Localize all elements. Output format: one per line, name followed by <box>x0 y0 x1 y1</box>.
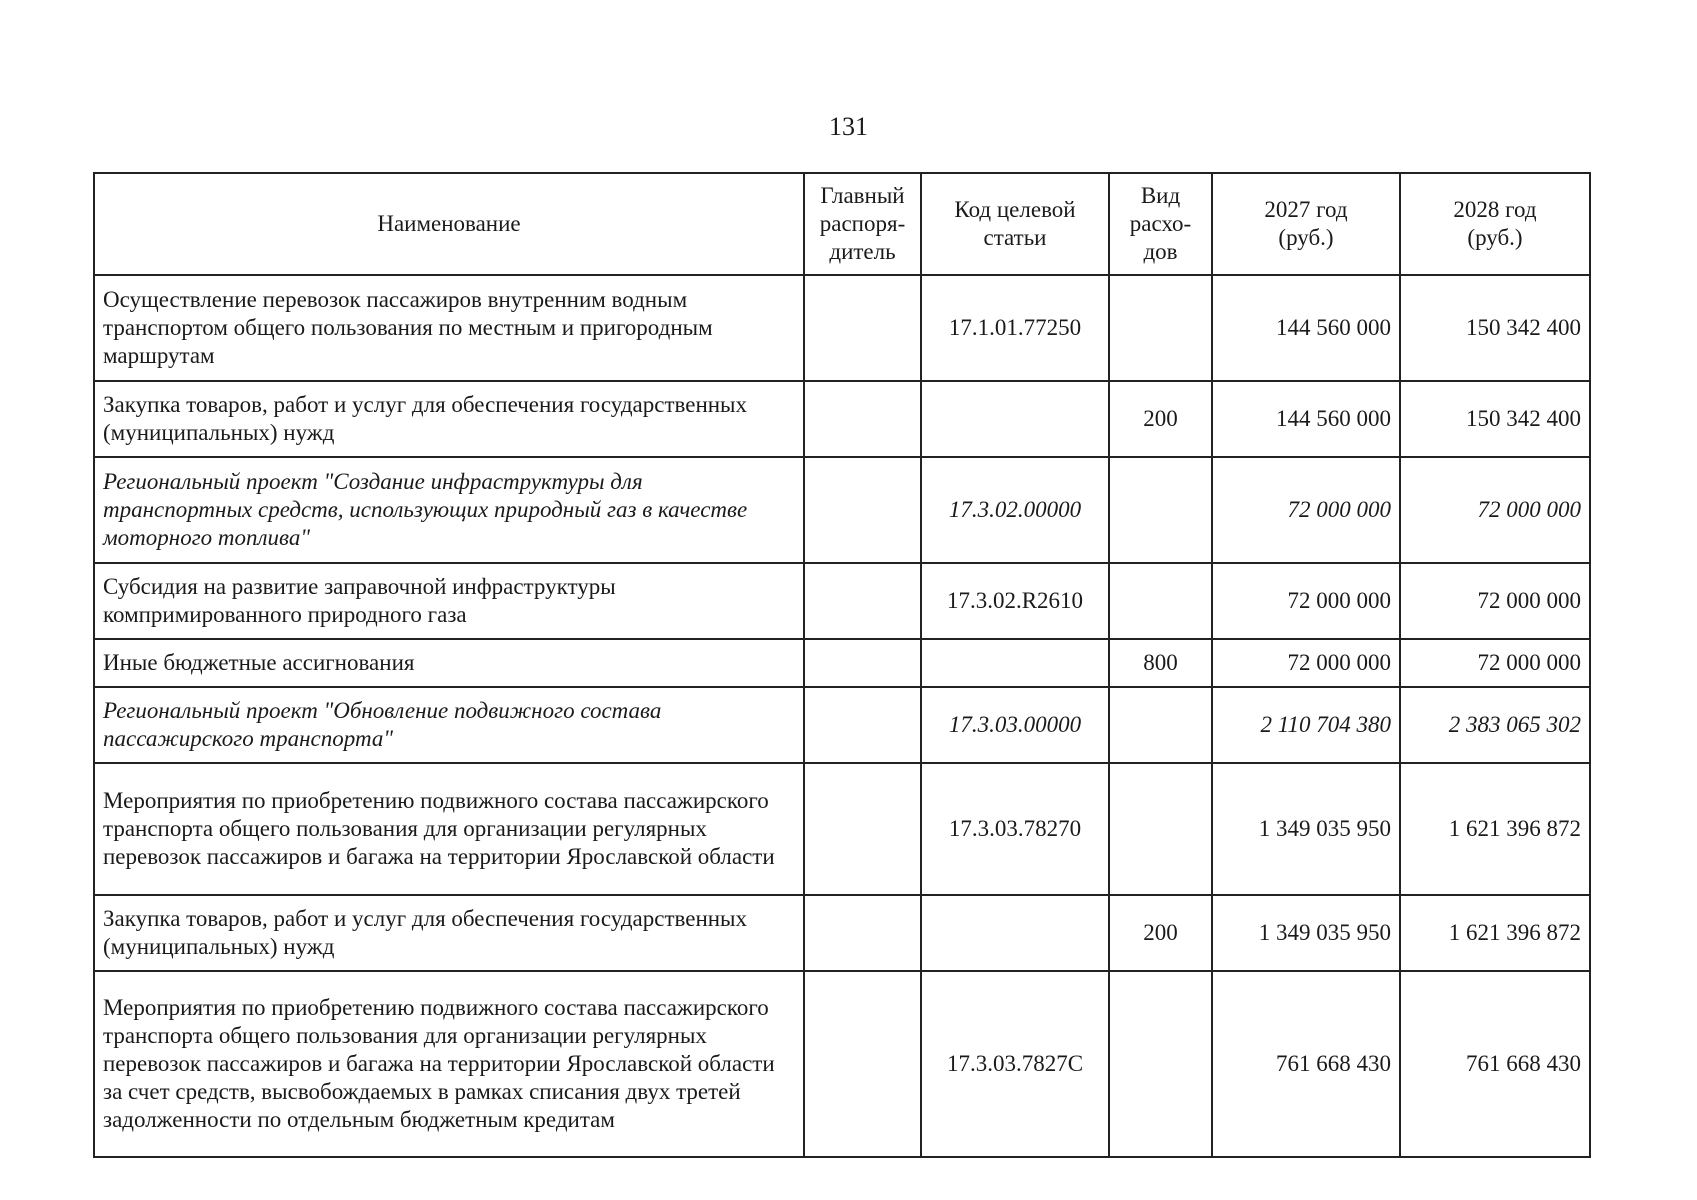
cell-glav <box>804 381 921 457</box>
cell-2027: 144 560 000 <box>1212 275 1400 381</box>
cell-code <box>921 639 1109 687</box>
cell-2028: 1 621 396 872 <box>1400 763 1590 895</box>
cell-vid <box>1109 275 1212 381</box>
table-row <box>94 971 1590 1157</box>
table-row <box>94 687 1590 763</box>
cell-vid <box>1109 563 1212 639</box>
cell-name: Закупка товаров, работ и услуг для обеспечения государственных (муниципальных) нужд <box>94 381 804 457</box>
table-row <box>94 457 1590 563</box>
cell-code: 17.3.03.00000 <box>921 687 1109 763</box>
table-row <box>94 381 1590 457</box>
page-number-text: 131 <box>829 112 868 141</box>
cell-2028: 2 383 065 302 <box>1400 687 1590 763</box>
cell-vid <box>1109 687 1212 763</box>
cell-2028: 72 000 000 <box>1400 563 1590 639</box>
cell-glav <box>804 563 921 639</box>
cell-2028: 761 668 430 <box>1400 971 1590 1157</box>
table-row <box>94 563 1590 639</box>
cell-vid: 200 <box>1109 381 1212 457</box>
header-row <box>94 173 1590 275</box>
cell-vid <box>1109 763 1212 895</box>
cell-code: 17.3.03.78270 <box>921 763 1109 895</box>
cell-glav <box>804 895 921 971</box>
table-row <box>94 639 1590 687</box>
cell-name: Региональный проект "Создание инфраструктуры для транспортных средств, использующих природный газ в качестве моторного топлива" <box>94 457 804 563</box>
cell-name: Закупка товаров, работ и услуг для обеспечения государственных (муниципальных) нужд <box>94 895 804 971</box>
table-row <box>94 895 1590 971</box>
cell-2028: 150 342 400 <box>1400 275 1590 381</box>
cell-glav <box>804 971 921 1157</box>
header-name: Наименование <box>94 173 804 275</box>
cell-name: Региональный проект "Обновление подвижного состава пассажирского транспорта" <box>94 687 804 763</box>
cell-vid <box>1109 457 1212 563</box>
budget-table <box>93 172 1591 1158</box>
cell-2027: 72 000 000 <box>1212 639 1400 687</box>
cell-vid: 200 <box>1109 895 1212 971</box>
cell-vid: 800 <box>1109 639 1212 687</box>
cell-2027: 761 668 430 <box>1212 971 1400 1157</box>
cell-glav <box>804 457 921 563</box>
header-2027: 2027 год (руб.) <box>1212 173 1400 275</box>
cell-code: 17.3.03.7827С <box>921 971 1109 1157</box>
header-code: Код целевой статьи <box>921 173 1109 275</box>
cell-code: 17.1.01.77250 <box>921 275 1109 381</box>
cell-glav <box>804 275 921 381</box>
cell-2027: 2 110 704 380 <box>1212 687 1400 763</box>
cell-name: Субсидия на развитие заправочной инфраструктуры компримированного природного газа <box>94 563 804 639</box>
cell-2027: 1 349 035 950 <box>1212 895 1400 971</box>
cell-glav <box>804 639 921 687</box>
cell-2027: 144 560 000 <box>1212 381 1400 457</box>
cell-code <box>921 381 1109 457</box>
cell-code: 17.3.02.00000 <box>921 457 1109 563</box>
header-glav: Главный распоря- дитель <box>804 173 921 275</box>
cell-vid <box>1109 971 1212 1157</box>
cell-2028: 72 000 000 <box>1400 639 1590 687</box>
cell-2028: 150 342 400 <box>1400 381 1590 457</box>
cell-name: Осуществление перевозок пассажиров внутренним водным транспортом общего пользования по местным и пригородным маршрутам <box>94 275 804 381</box>
cell-2027: 1 349 035 950 <box>1212 763 1400 895</box>
header-2028: 2028 год (руб.) <box>1400 173 1590 275</box>
table-row <box>94 763 1590 895</box>
cell-name: Иные бюджетные ассигнования <box>94 639 804 687</box>
cell-glav <box>804 763 921 895</box>
header-vid: Вид расхо- дов <box>1109 173 1212 275</box>
table-header <box>94 173 1590 275</box>
cell-code: 17.3.02.R2610 <box>921 563 1109 639</box>
cell-2028: 72 000 000 <box>1400 457 1590 563</box>
cell-2027: 72 000 000 <box>1212 457 1400 563</box>
page-number <box>0 112 1697 142</box>
table-row <box>94 275 1590 381</box>
cell-2028: 1 621 396 872 <box>1400 895 1590 971</box>
cell-name: Мероприятия по приобретению подвижного состава пассажирского транспорта общего пользования для организации регулярных перевозок пассажиров и багажа на территории Ярославской области за счет средств, высвобождаемых в рамках списания двух третей задолженности по отдельным бюджетным кредитам <box>94 971 804 1157</box>
cell-glav <box>804 687 921 763</box>
cell-name: Мероприятия по приобретению подвижного состава пассажирского транспорта общего пользования для организации регулярных перевозок пассажиров и багажа на территории Ярославской области <box>94 763 804 895</box>
cell-2027: 72 000 000 <box>1212 563 1400 639</box>
cell-code <box>921 895 1109 971</box>
table-body <box>94 275 1590 1157</box>
